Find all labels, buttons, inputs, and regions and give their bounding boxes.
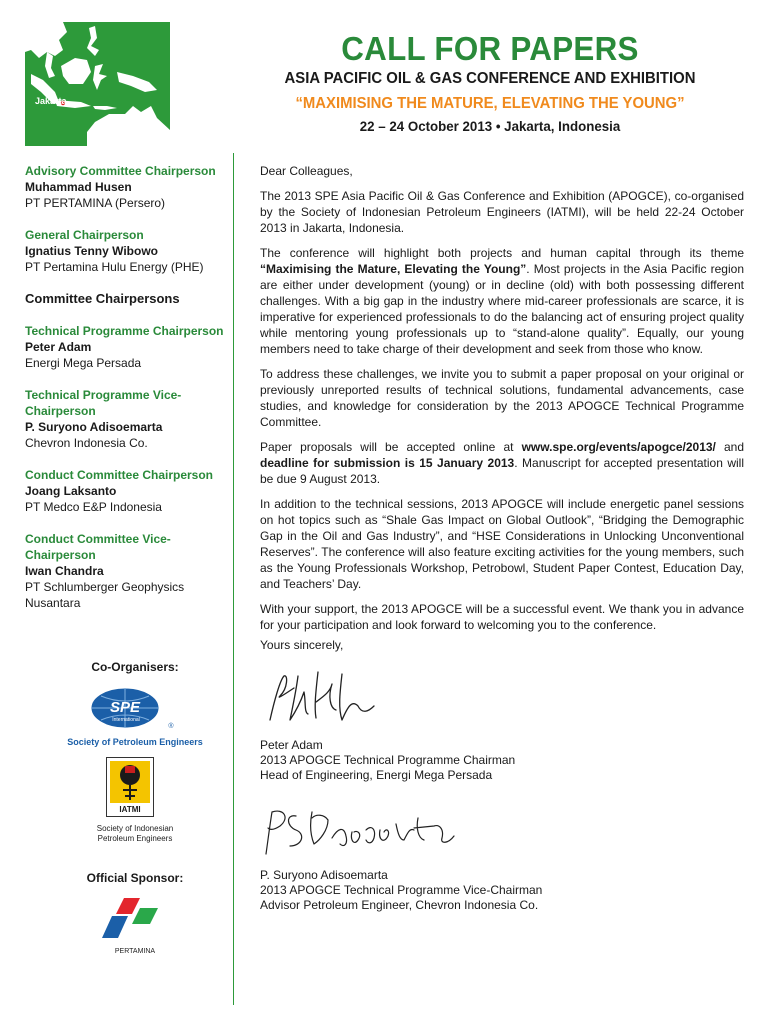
letter-paragraph: The 2013 SPE Asia Pacific Oil & Gas Conference and Exhibition (APOGCE), co-organised by the Society of Indonesian Petroleum Engineers (IATMI), will be held 22-24 October 2013 in Jakarta, Indonesia. xyxy=(260,189,744,235)
committee-chairpersons-heading: Committee Chairpersons xyxy=(25,291,180,306)
letter-paragraph xyxy=(260,245,744,357)
committee-name: Muhammad Husen xyxy=(25,180,132,194)
iatmi-logo xyxy=(106,757,154,817)
signer-org: Head of Engineering, Energi Mega Persada xyxy=(260,768,493,783)
submission-url: www.spe.org/events/apogce/2013/ xyxy=(521,440,716,454)
signer-org: Advisor Petroleum Engineer, Chevron Indonesia Co. xyxy=(260,898,539,913)
signer-block xyxy=(260,738,515,784)
letter-closing: Yours sincerely, xyxy=(260,638,344,652)
committee-name: Iwan Chandra xyxy=(25,564,104,578)
paragraph-text: and xyxy=(715,440,745,454)
committee-name: Peter Adam xyxy=(25,340,92,354)
spe-registered-mark: ® xyxy=(168,723,174,730)
sidebar xyxy=(25,163,225,627)
signer-block xyxy=(260,868,542,914)
letter-salutation: Dear Colleagues, xyxy=(260,164,353,178)
letter-paragraph: With your support, the 2013 APOGCE will be a successful event. We thank you in advance for your participation and look forward to welcoming you to the conference. xyxy=(260,602,744,632)
conference-name: ASIA PACIFIC OIL & GAS CONFERENCE AND EXHIBITION xyxy=(284,70,696,87)
committee-org: PT Medco E&P Indonesia xyxy=(25,500,162,514)
committee-block xyxy=(25,387,225,451)
committee-block xyxy=(25,163,225,211)
page-title: CALL FOR PAPERS xyxy=(341,30,639,67)
map-graphic xyxy=(25,22,170,146)
committee-role: Technical Programme Chairperson xyxy=(25,324,224,338)
map-label-jakarta: Jakarta xyxy=(35,96,67,106)
letter-paragraph: In addition to the technical sessions, 2013 APOGCE will include energetic panel sessions on hot topics such as “Shale Gas Impact on Global Outlook”, “Bridging the Demographic Gap in the Oil and Gas Industry”, and “HSE Considerations in Unlocking Unconventional Reserves”. The conference will also feature exciting activities for the young members, such as the Young Professionals Workshop, Petrobowl, Student Paper Contest, Education Day, and Teachers’ Day. xyxy=(260,497,744,591)
committee-block xyxy=(25,467,225,515)
spe-logo-text: SPE xyxy=(109,699,141,716)
spe-logo xyxy=(83,686,183,736)
spe-caption: Society of Petroleum Engineers xyxy=(67,737,203,747)
committee-block xyxy=(25,227,225,275)
iatmi-caption-line: Petroleum Engineers xyxy=(97,834,173,843)
paragraph-text: The conference will highlight both projects and human capital through its theme xyxy=(260,246,744,260)
committee-role: General Chairperson xyxy=(25,228,144,242)
pertamina-logo xyxy=(94,894,162,946)
committee-name: Joang Laksanto xyxy=(25,484,117,498)
paragraph-text: . Most projects in the Asia Pacific region are either under development (young) or in decline (old) with both possessing different challenges. With a big gap in the industry where mid-career professionals are scarce, it is imperative for experienced professionals to do the balancing act of ensuring project quality while mentoring young professionals up to “stand-alone quality”. Equally, our young members need to take charge of their development and seek from those who know. xyxy=(260,262,744,356)
committee-org: PT PERTAMINA (Persero) xyxy=(25,196,166,210)
iatmi-logo-text: IATMI xyxy=(119,805,141,814)
conference-theme: “MAXIMISING THE MATURE, ELEVATING THE YOUNG” xyxy=(295,95,685,112)
paragraph-text: Paper proposals will be accepted online at xyxy=(260,440,522,454)
committee-org: Chevron Indonesia Co. xyxy=(25,436,148,450)
iatmi-caption-line: Society of Indonesian xyxy=(96,824,174,833)
committee-role: Conduct Committee Vice-Chairperson xyxy=(25,532,171,562)
signer-title: 2013 APOGCE Technical Programme Chairman xyxy=(260,753,516,768)
signature-peter-adam xyxy=(258,662,398,737)
spe-logo-subtext: International xyxy=(112,717,140,723)
conference-date-location: 22 – 24 October 2013 • Jakarta, Indonesia xyxy=(359,118,621,134)
iatmi-caption xyxy=(45,824,225,844)
theme-emphasis: “Maximising the Mature, Elevating the Young” xyxy=(260,262,527,276)
asia-pacific-map xyxy=(25,22,170,146)
signer-name: P. Suryono Adisoemarta xyxy=(260,868,388,882)
deadline-emphasis: deadline for submission is 15 January 2013 xyxy=(260,456,515,470)
letter-body xyxy=(260,163,744,642)
signer-name: Peter Adam xyxy=(260,738,323,752)
column-divider xyxy=(233,153,234,1005)
letter-paragraph: To address these challenges, we invite you to submit a paper proposal on your original or previously unreported results of technical solutions, fundamental advancements, case studies, and knowledge for consideration by the 2013 APOGCE Technical Programme Committee. xyxy=(260,367,744,429)
committee-block xyxy=(25,531,225,611)
committee-role: Technical Programme Vice-Chairperson xyxy=(25,388,182,418)
coorganisers-heading: Co-Organisers: xyxy=(91,660,179,674)
signature-suryono xyxy=(258,800,463,864)
letter-paragraph xyxy=(260,439,744,487)
committee-block xyxy=(25,323,225,371)
committee-org: PT Schlumberger Geophysics Nusantara xyxy=(25,580,185,610)
committee-org: PT Pertamina Hulu Energy (PHE) xyxy=(25,260,204,274)
committee-name: P. Suryono Adisoemarta xyxy=(25,420,163,434)
committee-role: Advisory Committee Chairperson xyxy=(25,164,216,178)
signer-title: 2013 APOGCE Technical Programme Vice-Chairman xyxy=(260,883,543,898)
official-sponsor-heading: Official Sponsor: xyxy=(86,871,184,885)
committee-name: Ignatius Tenny Wibowo xyxy=(25,244,158,258)
pertamina-caption: PERTAMINA xyxy=(114,948,156,955)
committee-role: Conduct Committee Chairperson xyxy=(25,468,214,482)
paragraph-text: . Manuscript for accepted presentation will be due 9 August 2013. xyxy=(260,456,745,486)
committee-org: Energi Mega Persada xyxy=(25,356,142,370)
